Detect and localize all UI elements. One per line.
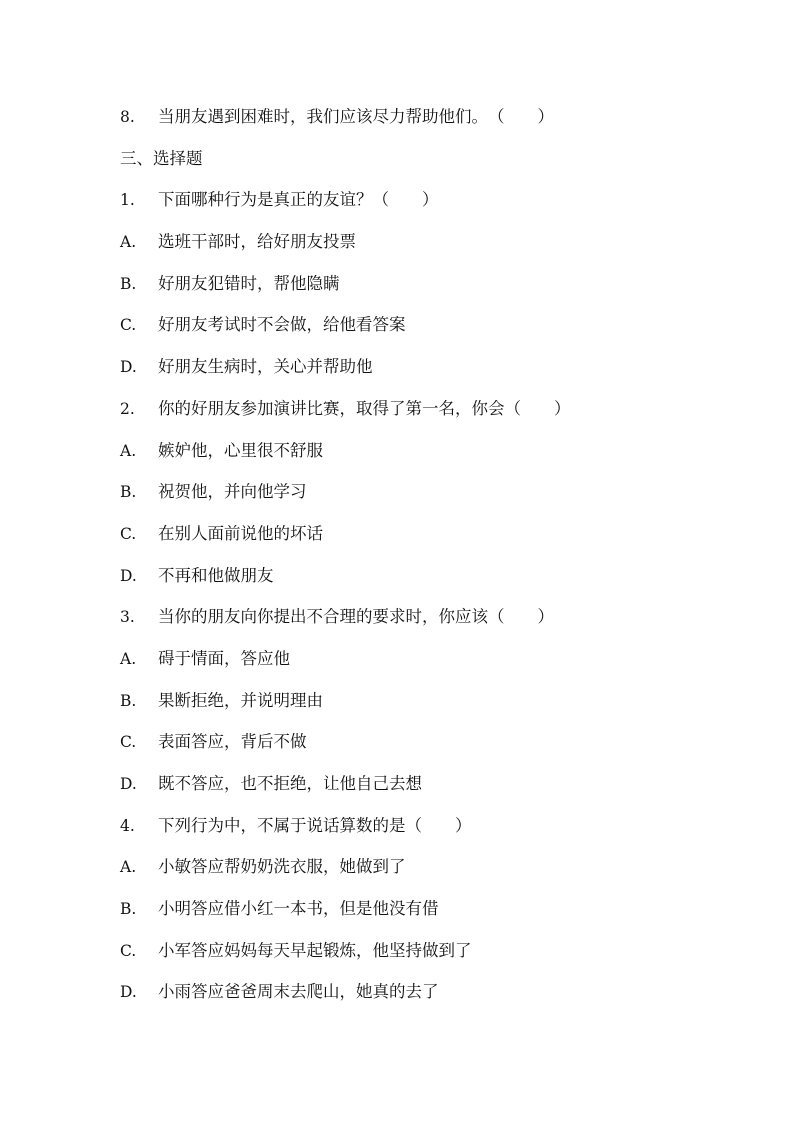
option-3c xyxy=(120,728,680,770)
question-text: 下列行为中，不属于说话算数的是 xyxy=(158,815,406,835)
judgment-question-8 xyxy=(120,103,680,145)
option-letter: A. xyxy=(120,649,137,668)
option-1c xyxy=(120,311,680,353)
answer-blank: （ ） xyxy=(372,190,439,210)
option-1a xyxy=(120,228,680,270)
option-text: 小明答应借小红一本书，但是他没有借 xyxy=(158,899,439,919)
option-text: 小雨答应爸爸周末去爬山，她真的去了 xyxy=(158,982,439,1002)
option-2c xyxy=(120,520,680,562)
option-letter: B. xyxy=(120,274,137,293)
option-3b xyxy=(120,687,680,729)
option-3d xyxy=(120,770,680,812)
answer-blank: （ ） xyxy=(504,398,571,418)
question-number: 1. xyxy=(120,191,135,210)
option-4b xyxy=(120,895,680,937)
option-letter: B. xyxy=(120,900,137,919)
question-text: 你的好朋友参加演讲比赛，取得了第一名，你会 xyxy=(158,398,505,418)
option-letter: C. xyxy=(120,316,137,335)
option-text: 好朋友考试时不会做，给他看答案 xyxy=(158,315,406,335)
answer-blank: （ ） xyxy=(488,607,554,627)
option-text: 不再和他做朋友 xyxy=(158,565,274,585)
option-letter: A. xyxy=(120,233,137,252)
option-text: 小敏答应帮奶奶洗衣服，她做到了 xyxy=(158,857,406,877)
option-letter: D. xyxy=(120,566,137,585)
option-letter: A. xyxy=(120,441,137,460)
option-1d xyxy=(120,353,680,395)
question-1 xyxy=(120,186,680,228)
question-text: 当你的朋友向你提出不合理的要求时，你应该 xyxy=(158,607,488,627)
option-3a xyxy=(120,645,680,687)
option-text: 在别人面前说他的坏话 xyxy=(158,523,323,543)
option-text: 选班干部时，给好朋友投票 xyxy=(158,232,356,252)
section-title xyxy=(120,145,680,187)
question-number: 4. xyxy=(120,816,135,835)
question-number: 8. xyxy=(120,108,135,126)
option-2a xyxy=(120,437,680,479)
option-text: 小军答应妈妈每天早起锻炼，他坚持做到了 xyxy=(158,940,472,960)
option-4a xyxy=(120,853,680,895)
option-text: 表面答应，背后不做 xyxy=(158,732,307,752)
answer-blank: （ ） xyxy=(405,815,472,835)
option-text: 祝贺他，并向他学习 xyxy=(158,482,307,502)
option-text: 碍于情面，答应他 xyxy=(158,648,290,668)
question-4 xyxy=(120,812,680,854)
option-text: 好朋友犯错时，帮他隐瞒 xyxy=(158,273,340,293)
question-text: 当朋友遇到困难时，我们应该尽力帮助他们。 xyxy=(158,107,488,126)
option-2b xyxy=(120,478,680,520)
option-1b xyxy=(120,270,680,312)
option-text: 嫉妒他，心里很不舒服 xyxy=(158,440,323,460)
option-4d xyxy=(120,978,680,1020)
document-content xyxy=(120,103,680,1020)
question-number: 3. xyxy=(120,608,135,627)
option-text: 果断拒绝，并说明理由 xyxy=(158,690,323,710)
option-letter: B. xyxy=(120,691,137,710)
option-text: 既不答应，也不拒绝，让他自己去想 xyxy=(158,774,422,793)
option-2d xyxy=(120,562,680,604)
option-letter: B. xyxy=(120,483,137,502)
answer-blank: （ ） xyxy=(488,107,554,126)
option-letter: D. xyxy=(120,775,137,793)
question-number: 2. xyxy=(120,399,135,418)
option-letter: C. xyxy=(120,941,137,960)
option-letter: C. xyxy=(120,733,137,752)
option-letter: A. xyxy=(120,858,137,877)
option-letter: D. xyxy=(120,983,137,1002)
option-4c xyxy=(120,937,680,979)
option-letter: C. xyxy=(120,524,137,543)
question-3 xyxy=(120,603,680,645)
section-title-text: 三、选择题 xyxy=(120,148,203,168)
option-letter: D. xyxy=(120,358,137,377)
option-text: 好朋友生病时，关心并帮助他 xyxy=(158,357,373,377)
question-2 xyxy=(120,395,680,437)
question-text: 下面哪种行为是真正的友谊？ xyxy=(158,190,373,210)
